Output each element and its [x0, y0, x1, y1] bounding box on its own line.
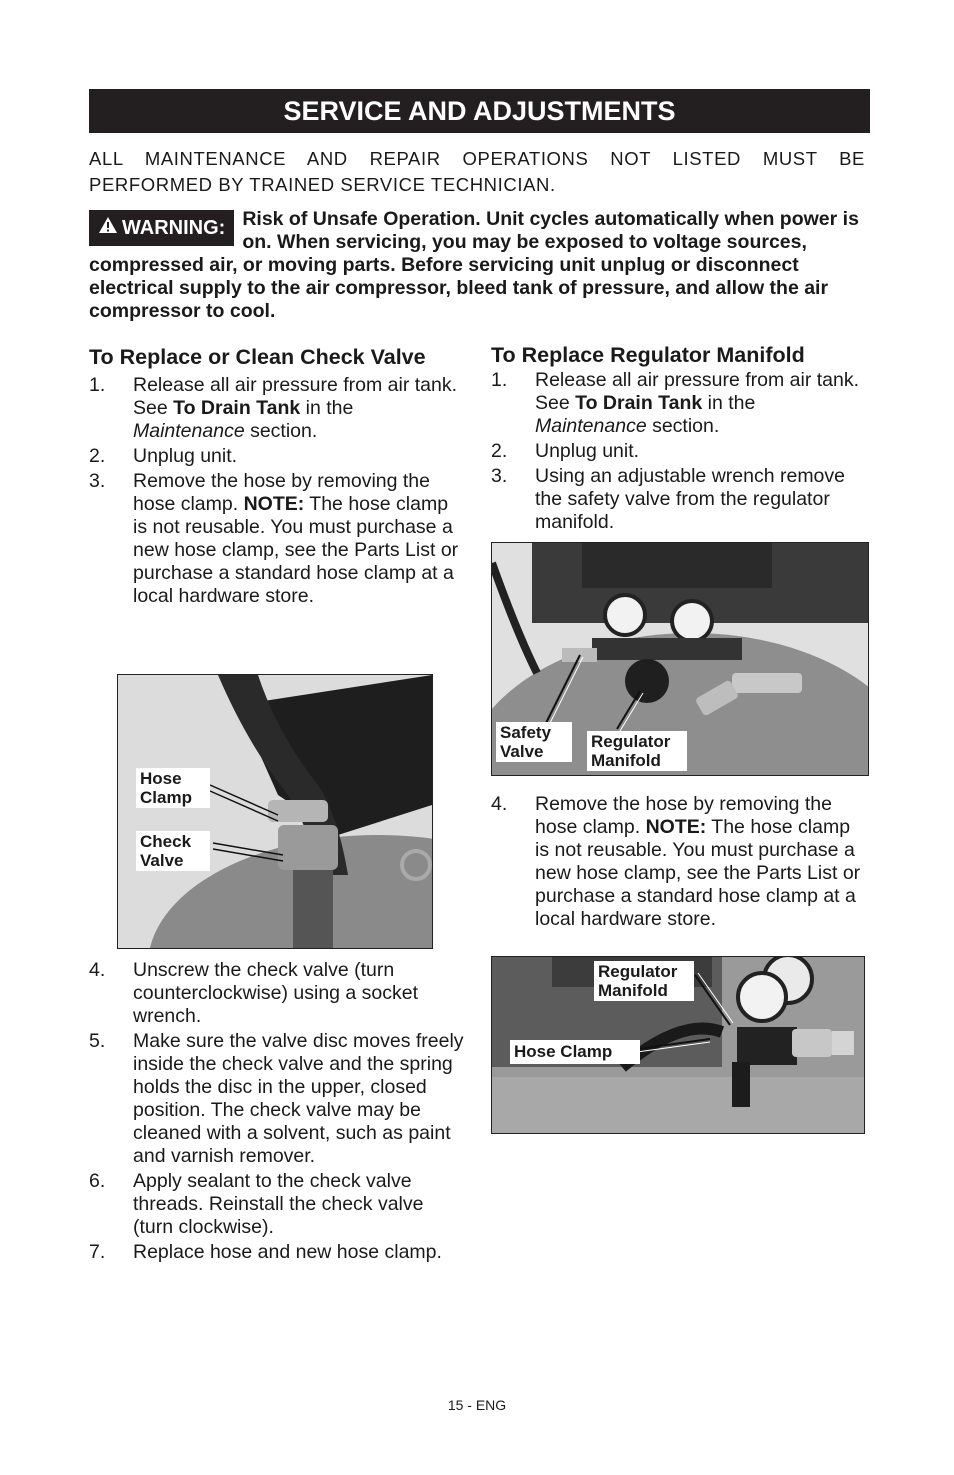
- step-text: Remove the hose by removing the hose clamp.: [535, 793, 832, 838]
- list-item: [89, 1170, 464, 1239]
- regulator-manifold-heading: To Replace Regulator Manifold: [491, 343, 805, 367]
- step-bold: NOTE:: [645, 816, 707, 838]
- list-item: [491, 793, 861, 931]
- check-valve-heading: To Replace or Clean Check Valve: [89, 345, 426, 369]
- step-number: 2.: [89, 445, 106, 467]
- step-bold: NOTE:: [243, 493, 305, 515]
- step-text: Using an adjustable wrench remove the safety valve from the regulator manifold.: [535, 465, 846, 533]
- right-column: [491, 342, 861, 536]
- list-item: [89, 374, 464, 443]
- step-text: Release all air pressure from air tank. See: [133, 374, 458, 419]
- callout-hose-clamp: Hose Clamp: [136, 768, 210, 808]
- step-text: Replace hose and new hose clamp.: [133, 1241, 442, 1263]
- step-text: Release all air pressure from air tank. See: [535, 369, 860, 414]
- step-number: 1.: [89, 374, 106, 396]
- callout-regulator-manifold-2: Regulator Manifold: [594, 961, 694, 1001]
- check-valve-figure: [117, 674, 433, 949]
- left-column: [89, 344, 464, 610]
- warning-text: Risk of Unsafe Operation. Unit cycles automatically when power is on. When servicing, you may be exposed to voltage sources, compressed air, or moving parts. Before servicing unit unplug or disconnect electrical supply to the air compressor, bleed tank of pressure, and allow the air compressor to cool.: [89, 208, 859, 322]
- step-number: 2.: [491, 440, 508, 462]
- step-bold: To Drain Tank: [575, 392, 703, 414]
- step-number: 6.: [89, 1170, 106, 1192]
- callout-regulator-manifold: Regulator Manifold: [587, 731, 687, 771]
- step-number: 3.: [89, 470, 106, 492]
- step-bold: To Drain Tank: [173, 397, 301, 419]
- check-valve-steps-b: [89, 959, 464, 1264]
- step-text: Remove the hose by removing the hose clamp.: [133, 470, 430, 515]
- regulator-manifold-figure: [491, 542, 869, 776]
- step-number: 1.: [491, 369, 508, 391]
- step-text: Unscrew the check valve (turn counterclockwise) using a socket wrench.: [133, 959, 419, 1027]
- step-text: The hose clamp is not reusable. You must purchase a new hose clamp, see the Parts List or purchase a standard hose clamp at a local hardware store.: [535, 816, 861, 930]
- step-text: in the: [702, 392, 756, 414]
- step-text: section.: [244, 420, 318, 442]
- section-title-banner: SERVICE AND ADJUSTMENTS: [89, 89, 870, 133]
- step-number: 3.: [491, 465, 508, 487]
- step-text: Make sure the valve disc moves freely inside the check valve and the spring holds the disc in the upper, closed position. The check valve may be cleaned with a solvent, such as paint and varnish remover.: [133, 1030, 464, 1167]
- regulator-steps-b: [491, 793, 861, 931]
- step-italic: Maintenance: [133, 420, 245, 442]
- step-text: section.: [646, 415, 720, 437]
- intro-notice: ALL MAINTENANCE AND REPAIR OPERATIONS NOT LISTED MUST BE PERFORMED BY TRAINED SERVICE TECHNICIAN.: [89, 148, 865, 195]
- right-column-continued: [491, 793, 861, 933]
- callout-safety-valve: Safety Valve: [496, 722, 572, 762]
- step-text: Unplug unit.: [535, 440, 640, 462]
- list-item: [89, 1241, 464, 1264]
- check-valve-steps-a: [89, 374, 464, 608]
- list-item: [89, 1030, 464, 1168]
- left-column-continued: [89, 959, 464, 1266]
- callout-hose-clamp-2: Hose Clamp: [510, 1040, 640, 1064]
- list-item: [89, 470, 464, 608]
- step-text: in the: [300, 397, 354, 419]
- step-number: 5.: [89, 1030, 106, 1052]
- warning-block: [89, 208, 867, 323]
- step-number: 4.: [89, 959, 106, 981]
- check-valve-photo: [118, 675, 432, 948]
- step-text: Apply sealant to the check valve threads. Reinstall the check valve (turn clockwise).: [133, 1170, 424, 1238]
- list-item: [89, 445, 464, 468]
- warning-triangle-icon: [98, 216, 118, 239]
- step-text: The hose clamp is not reusable. You must purchase a new hose clamp, see the Parts List or purchase a standard hose clamp at a local hardware store.: [133, 493, 459, 607]
- warning-badge-label: WARNING:: [122, 217, 226, 239]
- regulator-steps-a: [491, 369, 861, 534]
- list-item: [491, 465, 861, 534]
- page-number: 15 - ENG: [447, 1397, 507, 1413]
- list-item: [491, 369, 861, 438]
- step-text: Unplug unit.: [133, 445, 238, 467]
- list-item: [89, 959, 464, 1028]
- step-number: 7.: [89, 1241, 106, 1263]
- step-number: 4.: [491, 793, 508, 815]
- step-italic: Maintenance: [535, 415, 647, 437]
- callout-check-valve: Check Valve: [136, 831, 210, 871]
- warning-badge: [89, 210, 234, 246]
- hose-clamp-figure: [491, 956, 865, 1134]
- list-item: [491, 440, 861, 463]
